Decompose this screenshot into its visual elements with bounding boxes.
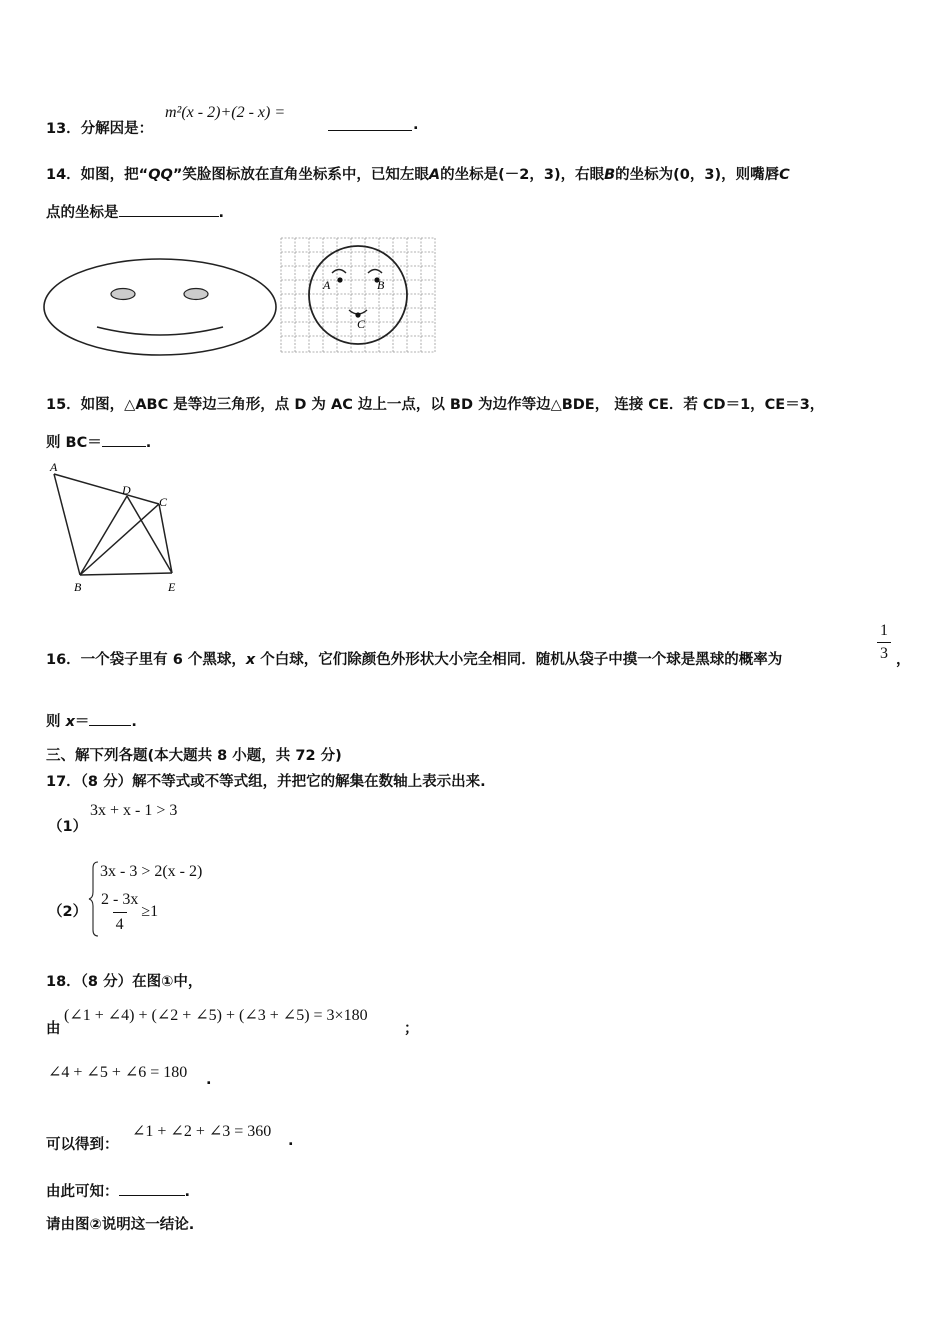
q18-you: 由 — [46, 1021, 61, 1037]
section-3-title: 三、解下列各题(本大题共 8 小题，共 72 分) — [46, 748, 342, 764]
tri-label-E: E — [168, 580, 176, 594]
q17-title: 17．（8 分）解不等式或不等式组，并把它的解集在数轴上表示出来. — [46, 774, 486, 790]
q17-part2-line1: 3x - 3 > 2(x - 2) — [100, 863, 203, 880]
grid-label-B: B — [377, 278, 385, 292]
q17-part1-expression: 3x + x - 1 > 3 — [90, 802, 178, 819]
q14-line1: 14．如图，把“QQ”笑脸图标放在直角坐标系中，已知左眼A的坐标是(－2，3)，右眼B的坐标为(0，3)，则嘴唇C — [46, 167, 790, 183]
q15-line1: 15．如图，△ABC 是等边三角形，点 D 为 AC 边上一点，以 BD 为边作等边△BDE， 连接 CE．若 CD＝1，CE＝3， — [46, 397, 825, 413]
smiley-ellipse-figure — [40, 255, 285, 365]
q17-part2-line2: $\frac{2 - 3x}{4}$ ≥1 — [101, 891, 159, 933]
tri-label-D: D — [122, 483, 131, 497]
grid-label-A: A — [323, 278, 331, 292]
q14-line2: 点的坐标是 . — [46, 201, 224, 222]
smiley-grid-figure — [279, 236, 439, 356]
q18-ask: 请由图②说明这一结论. — [46, 1217, 195, 1233]
q13-answer-blank — [328, 116, 412, 135]
q18-expression1: (∠1 + ∠4) + (∠2 + ∠5) + (∠3 + ∠5) = 3×180 — [64, 1007, 368, 1024]
q18-semicolon: ； — [404, 1021, 419, 1037]
q13-expression: m²(x - 2)+(2 - x) = — [165, 104, 286, 121]
grid-label-C: C — [357, 317, 366, 331]
q13-label: 13．分解因是： — [46, 121, 154, 137]
q18-expression2: ∠4 + ∠5 + ∠6 = 180 — [48, 1064, 188, 1081]
q15-line2: 则 BC＝ . — [46, 431, 151, 452]
tri-label-A: A — [50, 460, 58, 474]
q16-line2: 则 x＝ . — [46, 710, 137, 731]
q13-period: . — [413, 117, 419, 133]
q16-comma: ， — [896, 652, 911, 668]
q18-title: 18．（8 分）在图①中， — [46, 974, 203, 990]
q16-line1: 16．一个袋子里有 6 个黑球，x 个白球，它们除颜色外形状大小完全相同．随机从袋子中摸一个球是黑球的概率为 — [46, 652, 783, 668]
q17-part2-label: （2） — [48, 904, 88, 920]
q18-period2: . — [206, 1072, 212, 1088]
q18-get: 可以得到： — [46, 1137, 119, 1153]
q17-part1-label: （1） — [48, 819, 88, 835]
q18-expression3: ∠1 + ∠2 + ∠3 = 360 — [132, 1123, 272, 1140]
q18-know: 由此可知： . — [46, 1180, 190, 1201]
q18-period3: . — [288, 1133, 294, 1149]
tri-label-C: C — [159, 495, 168, 509]
triangle-figure — [44, 460, 194, 595]
tri-label-B: B — [74, 580, 82, 594]
q16-fraction: $\frac{1}{3}$ — [877, 622, 891, 663]
